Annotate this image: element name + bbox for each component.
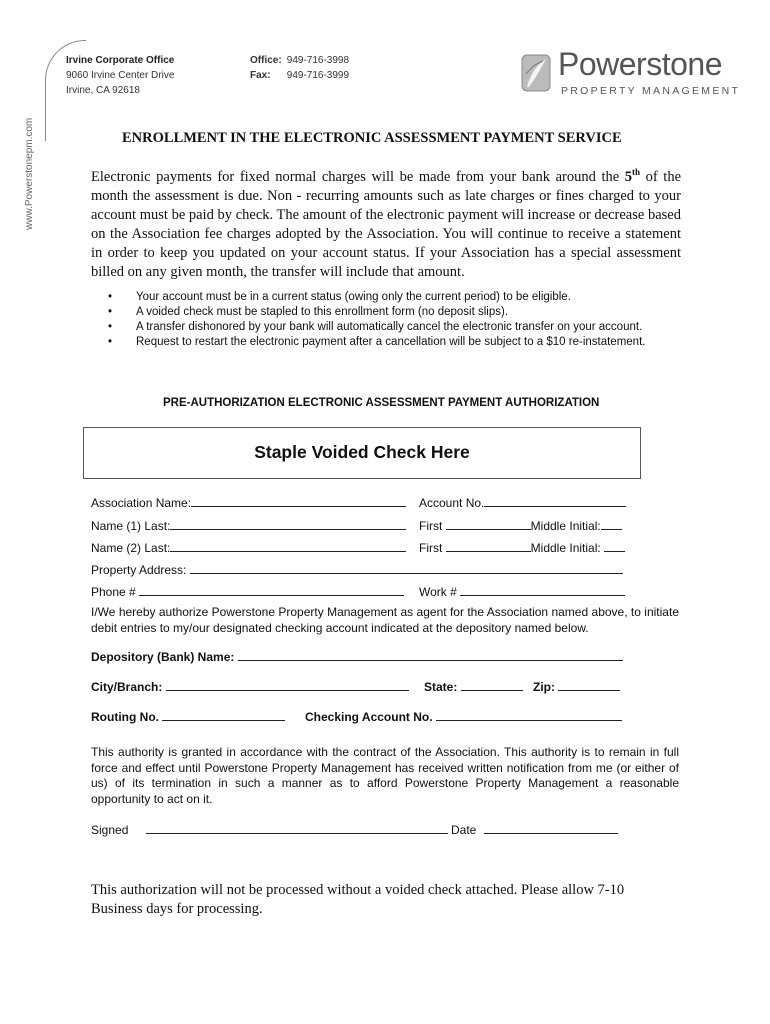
section-subtitle: PRE-AUTHORIZATION ELECTRONIC ASSESSMENT PAYMENT AUTHORIZATION — [163, 397, 600, 409]
authorization-paragraph: I/We hereby authorize Powerstone Property Management as agent for the Association named above, to initiate debit entries to my/our designated checking account indicated at the depository named below. — [91, 605, 679, 635]
list-item — [108, 335, 680, 350]
name1-middle-line[interactable] — [601, 517, 622, 530]
state-line[interactable] — [461, 678, 523, 691]
address-line-1: 9060 Irvine Center Drive — [66, 70, 175, 81]
logo-subtitle: PROPERTY MANAGEMENT — [561, 85, 741, 97]
account-no-line[interactable] — [484, 494, 626, 507]
intro-text-a: Electronic payments for fixed normal charges will be made from your bank around the — [91, 168, 625, 185]
date-label: Date — [451, 823, 477, 837]
name1-first-field[interactable] — [419, 517, 622, 533]
fax-phone: 949-716-3999 — [286, 70, 350, 81]
intro-text-b: of the month the assessment is due. Non - recurring amounts such as late charges or fines charged to your account must be paid by check. The amount of the electronic payment will increase or decrease based on the Association fee charges adopted by the Association. You will continue to receive a statement in order to keep you updated on your account status. If your Association has a special assessment billed on any given month, the transfer will include that amount. — [91, 168, 682, 280]
routing-no-label: Routing No. — [91, 710, 159, 724]
zip-field[interactable] — [533, 678, 620, 694]
name2-middle-line[interactable] — [604, 539, 625, 552]
intro-paragraph — [91, 163, 681, 282]
bullet-dot: • — [108, 291, 113, 303]
name1-last-line[interactable] — [170, 517, 406, 530]
routing-no-field[interactable] — [91, 708, 285, 724]
processing-note: This authorization will not be processed without a voided check attached. Please allow 7-10 Business days for processing. — [91, 882, 625, 917]
account-no-field[interactable] — [419, 494, 626, 510]
phone-field[interactable] — [91, 583, 404, 599]
name1-first-line[interactable] — [446, 517, 531, 530]
list-item — [108, 290, 680, 305]
side-website-url — [14, 110, 44, 240]
side-website-text: www.Powerstonepm.com — [24, 117, 35, 230]
city-branch-field[interactable] — [91, 678, 409, 694]
name1-first-label: First — [419, 519, 443, 533]
name2-first-field[interactable] — [419, 539, 625, 555]
depository-field[interactable] — [91, 648, 623, 664]
name2-last-line[interactable] — [170, 539, 406, 552]
office-phone-label: Office: — [250, 55, 282, 66]
office-address-block — [66, 53, 174, 98]
list-item — [108, 320, 680, 335]
list-item-text: A transfer dishonored by your bank will automatically cancel the electronic transfer on your account. — [136, 321, 643, 333]
name2-last-field[interactable] — [91, 539, 406, 555]
bullet-dot: • — [108, 306, 113, 318]
list-item-text: Request to restart the electronic payment after a cancellation will be subject to a $10 re-instatement. — [136, 336, 646, 348]
signature-field[interactable] — [91, 821, 448, 837]
requirements-list — [108, 290, 680, 350]
checking-account-line[interactable] — [436, 708, 622, 721]
property-address-line[interactable] — [190, 561, 623, 574]
account-no-label: Account No. — [419, 496, 485, 510]
powerstone-logo-icon — [521, 54, 551, 92]
zip-label: Zip: — [533, 680, 555, 694]
name2-last-label: Name (2) Last: — [91, 541, 171, 555]
phone-label: Phone # — [91, 585, 136, 599]
city-branch-label: City/Branch: — [91, 680, 163, 694]
name2-first-label: First — [419, 541, 443, 555]
fax-label: Fax: — [250, 70, 271, 81]
name1-last-field[interactable] — [91, 517, 406, 533]
state-field[interactable] — [424, 678, 523, 694]
signature-label: Signed — [91, 823, 129, 837]
list-item — [108, 305, 680, 320]
routing-no-line[interactable] — [162, 708, 285, 721]
date-field[interactable] — [451, 821, 618, 837]
checking-account-field[interactable] — [305, 708, 622, 724]
logo-wordmark: Powerstone — [558, 46, 722, 82]
signature-line[interactable] — [146, 821, 448, 834]
depository-label: Depository (Bank) Name: — [91, 650, 235, 664]
checking-account-label: Checking Account No. — [305, 710, 433, 724]
association-name-label: Association Name: — [91, 496, 192, 510]
property-address-label: Property Address: — [91, 563, 187, 577]
association-name-field[interactable] — [91, 494, 406, 510]
list-item-text: Your account must be in a current status (owing only the current period) to be eligible. — [136, 291, 571, 303]
name1-middle-label: Middle Initial: — [530, 519, 601, 533]
staple-check-label: Staple Voided Check Here — [254, 442, 470, 462]
bullet-dot: • — [108, 336, 113, 348]
bullet-dot: • — [108, 321, 113, 333]
address-line-2: Irvine, CA 92618 — [66, 85, 140, 96]
phone-line[interactable] — [139, 583, 404, 596]
zip-line[interactable] — [558, 678, 620, 691]
city-branch-line[interactable] — [166, 678, 409, 691]
list-item-text: A voided check must be stapled to this enrollment form (no deposit slips). — [136, 306, 509, 318]
intro-day-suffix: th — [632, 167, 641, 177]
association-name-line[interactable] — [191, 494, 406, 507]
name2-middle-label: Middle Initial: — [530, 541, 601, 555]
name1-last-label: Name (1) Last: — [91, 519, 171, 533]
authority-terms-paragraph: This authority is granted in accordance with the contract of the Association. This authority is to remain in full force and effect until Powerstone Property Management has received written notification from me (or either of us) of its termination in such a manner as to afford Powerstone Property Management a reasonable opportunity to act on it. — [91, 745, 679, 806]
intro-day-number: 5 — [624, 168, 633, 185]
office-name: Irvine Corporate Office — [66, 55, 175, 66]
depository-line[interactable] — [238, 648, 623, 661]
document-title: ENROLLMENT IN THE ELECTRONIC ASSESSMENT PAYMENT SERVICE — [122, 130, 622, 146]
property-address-field[interactable] — [91, 561, 623, 577]
work-phone-label: Work # — [419, 585, 457, 599]
phone-block — [250, 53, 349, 83]
work-phone-line[interactable] — [460, 583, 625, 596]
date-line[interactable] — [484, 821, 618, 834]
name2-first-line[interactable] — [446, 539, 531, 552]
office-phone: 949-716-3998 — [286, 55, 350, 66]
work-phone-field[interactable] — [419, 583, 625, 599]
staple-check-box — [83, 427, 641, 479]
state-label: State: — [424, 680, 458, 694]
